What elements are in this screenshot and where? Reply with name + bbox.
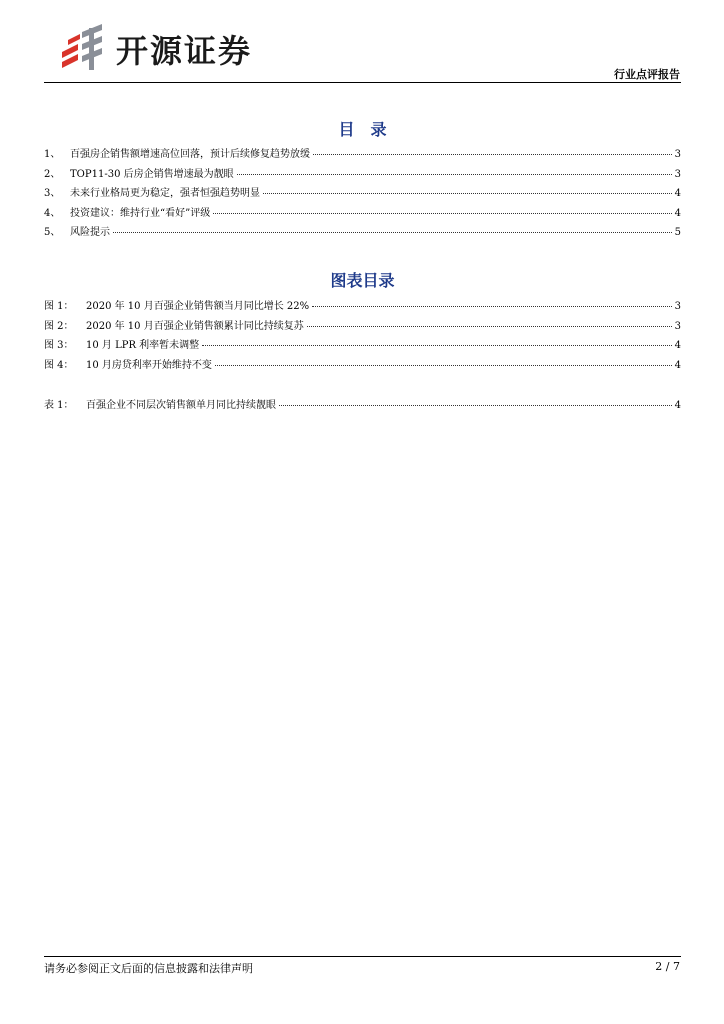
- toc-item-number: 3、: [44, 188, 61, 199]
- figure-item-number: 图 4：: [44, 359, 74, 371]
- header-divider: [44, 82, 681, 83]
- figure-item-page: 3: [674, 320, 681, 332]
- table-item[interactable]: [44, 396, 681, 416]
- figure-item-number: 图 1：: [44, 301, 74, 312]
- toc-title: 目 录: [338, 120, 387, 139]
- toc-item-page: 3: [674, 168, 681, 180]
- figure-item-text: 10 月 LPR 利率暂未调整: [86, 340, 200, 351]
- figure-item-number: 图 2：: [44, 320, 74, 332]
- toc-item-text: TOP11-30 后房企销售增速最为靓眼: [70, 168, 234, 180]
- figure-item-text: 2020 年 10 月百强企业销售额当月同比增长 22%: [86, 301, 310, 312]
- brand-name: 开源证券: [116, 32, 253, 70]
- table-item-number: 表 1：: [44, 400, 74, 411]
- toc-item-page: 4: [674, 207, 681, 219]
- toc-leader: [202, 337, 671, 346]
- toc-leader: [113, 224, 672, 233]
- toc-item-number: 5、: [44, 227, 61, 238]
- toc-item-text: 未来行业格局更为稳定，强者恒强趋势明显: [70, 188, 260, 199]
- report-type: 行业点评报告: [614, 68, 680, 81]
- toc-leader: [312, 298, 672, 307]
- figure-item-text: 10 月房贷利率开始维持不变: [86, 359, 212, 371]
- toc-item-page: 5: [674, 227, 681, 238]
- toc-item[interactable]: [44, 223, 681, 243]
- page-header: [44, 14, 680, 84]
- table-item-page: 4: [674, 400, 681, 411]
- figure-item[interactable]: [44, 297, 681, 317]
- toc-item-number: 2、: [44, 168, 61, 180]
- toc-leader: [307, 318, 672, 327]
- toc-leader: [215, 357, 672, 366]
- figure-item-text: 2020 年 10 月百强企业销售额累计同比持续复苏: [86, 320, 304, 332]
- toc-item[interactable]: [44, 145, 681, 165]
- page-number: 2 / 7: [655, 960, 680, 973]
- figure-item-page: 4: [674, 340, 681, 351]
- tables-list: [44, 396, 681, 416]
- toc-leader: [279, 397, 672, 406]
- figure-item[interactable]: [44, 336, 681, 356]
- table-item-text: 百强企业不同层次销售额单月同比持续靓眼: [86, 400, 276, 411]
- toc-item-page: 3: [674, 149, 681, 160]
- toc-item-number: 4、: [44, 207, 61, 219]
- toc-item-page: 4: [674, 188, 681, 199]
- figure-item-number: 图 3：: [44, 340, 74, 351]
- toc-list: [44, 145, 681, 243]
- toc-item[interactable]: [44, 204, 681, 224]
- toc-item[interactable]: [44, 184, 681, 204]
- disclaimer-note: 请务必参阅正文后面的信息披露和法律声明: [44, 962, 253, 975]
- figure-item[interactable]: [44, 317, 681, 337]
- figures-title: 图表目录: [330, 271, 395, 290]
- toc-leader: [263, 185, 672, 194]
- figure-item-page: 3: [674, 301, 681, 312]
- toc-item-text: 风险提示: [70, 227, 110, 238]
- toc-item-number: 1、: [44, 149, 61, 160]
- figures-list: [44, 297, 681, 375]
- toc-item-text: 百强房企销售额增速高位回落，预计后续修复趋势放缓: [70, 149, 310, 160]
- toc-item[interactable]: [44, 165, 681, 185]
- footer-divider: [44, 956, 681, 957]
- toc-leader: [213, 205, 671, 214]
- toc-leader: [237, 166, 672, 175]
- toc-leader: [313, 146, 672, 155]
- figure-item[interactable]: [44, 356, 681, 376]
- kaiyuan-logo-icon: [58, 22, 106, 74]
- toc-item-text: 投资建议：维持行业“看好”评级: [70, 207, 211, 219]
- figure-item-page: 4: [674, 359, 681, 371]
